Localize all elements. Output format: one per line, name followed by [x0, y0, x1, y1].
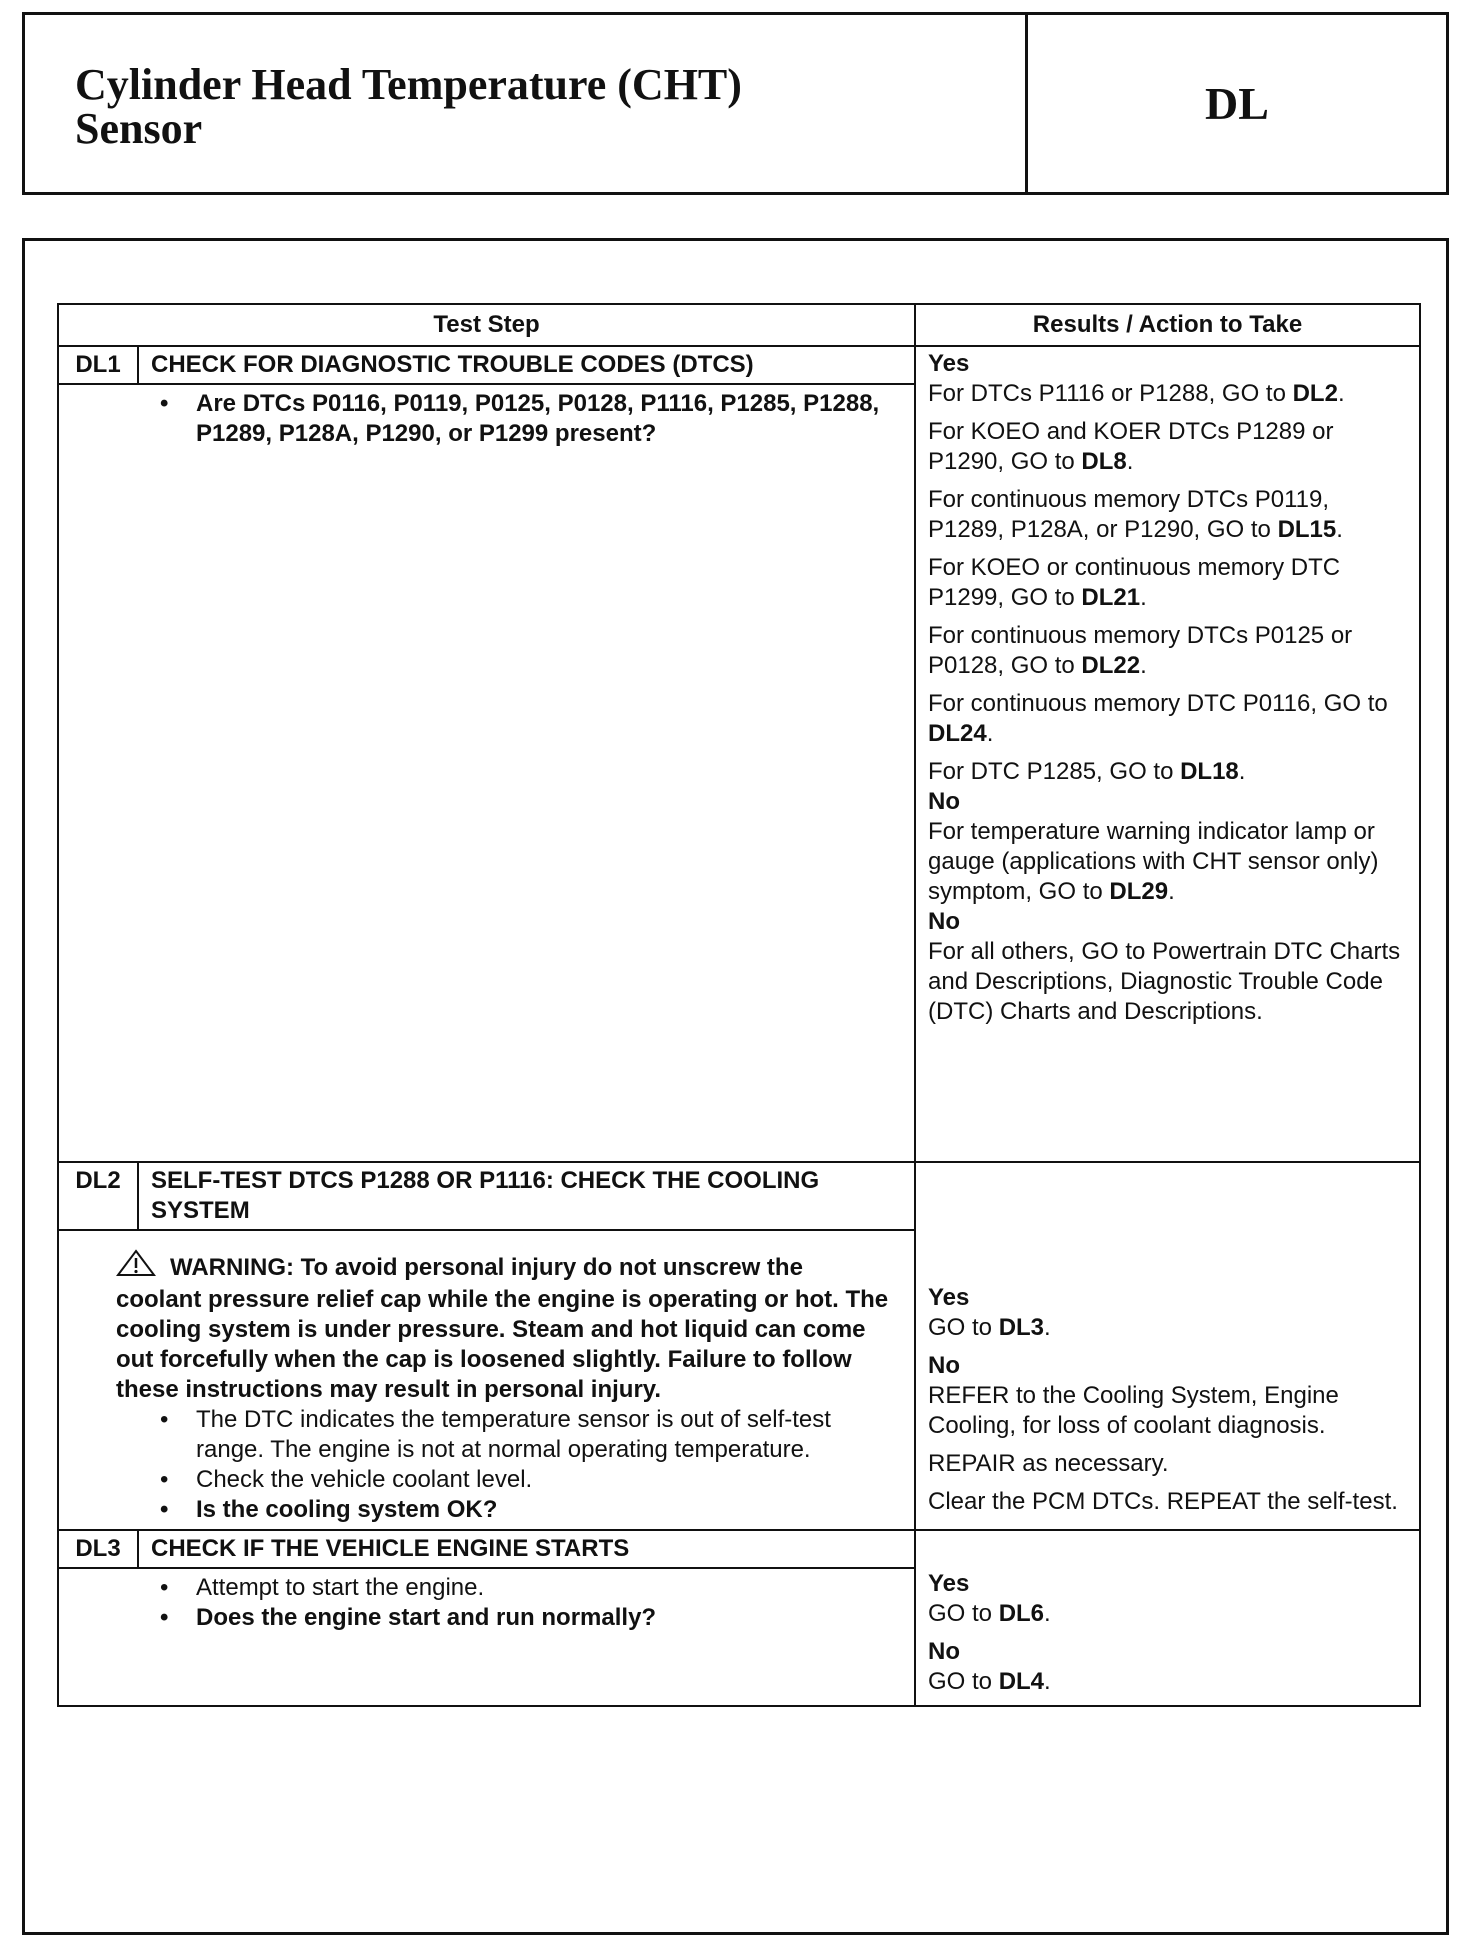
result-text: For KOEO or continuous memory DTC P1299, GO to — [928, 554, 1341, 611]
step-dl3-title-row — [58, 1530, 1420, 1568]
step-title: CHECK FOR DIAGNOSTIC TROUBLE CODES (DTCS) — [138, 346, 915, 384]
step-body — [58, 1568, 915, 1706]
col-test-step: Test Step — [58, 304, 915, 346]
goto-dl24-link[interactable]: DL24 — [928, 720, 987, 747]
yes-label: Yes — [928, 350, 970, 377]
result-text: For DTCs P1116 or P1288, GO to — [928, 380, 1293, 407]
goto-dl21-link[interactable]: DL21 — [1081, 584, 1141, 611]
step-bullet: • The DTC indicates the temperature sensor is out of self-test range. The engine is not at normal operating temperature. — [154, 1405, 894, 1465]
step-bullet: • Attempt to start the engine. — [154, 1573, 894, 1603]
goto-dl3-link[interactable]: DL3 — [998, 1314, 1045, 1341]
no-label: No — [928, 1638, 960, 1665]
yes-label: Yes — [928, 1284, 970, 1311]
step-body — [58, 1230, 915, 1530]
result-text: GO to — [928, 1314, 999, 1341]
step-id: DL1 — [58, 346, 138, 384]
col-results: Results / Action to Take — [915, 304, 1420, 346]
step-title: CHECK IF THE VEHICLE ENGINE STARTS — [138, 1530, 915, 1568]
goto-dl4-link[interactable]: DL4 — [998, 1668, 1045, 1695]
page-header — [22, 12, 1449, 195]
test-step-table — [57, 303, 1421, 1707]
goto-dl18-link[interactable]: DL18 — [1180, 758, 1239, 785]
result-text: GO to — [928, 1668, 999, 1695]
page-title-line1: Cylinder Head Temperature (CHT) — [75, 60, 742, 109]
no-label: No — [928, 908, 960, 935]
yes-label: Yes — [928, 1570, 970, 1597]
step-dl1-title-row — [58, 346, 1420, 384]
goto-dl22-link[interactable]: DL22 — [1081, 652, 1141, 679]
step-title: SELF-TEST DTCS P1288 OR P1116: CHECK THE COOLING SYSTEM — [138, 1162, 915, 1230]
no-label: No — [928, 1352, 960, 1379]
result-text: For temperature warning indicator lamp or gauge (applications with CHT sensor only) symptom, GO to — [928, 818, 1379, 905]
no-label: No — [928, 788, 960, 815]
step-dl2-results: Yes GO to DL3. No REFER to the Cooling System, Engine Cooling, for loss of coolant diagnosis. REPAIR as necessary. Clear the PCM DTCs. REPEAT the self-test. — [915, 1162, 1420, 1530]
goto-dl29-link[interactable]: DL29 — [1109, 878, 1169, 905]
step-question: • Does the engine start and run normally? — [154, 1603, 894, 1633]
goto-dl15-link[interactable]: DL15 — [1277, 516, 1337, 543]
section-code: DL — [1205, 78, 1269, 129]
table-header-row — [58, 304, 1420, 346]
result-text: GO to — [928, 1600, 999, 1627]
warning-block — [116, 1249, 894, 1405]
warning-text: WARNING: To avoid personal injury do not unscrew the coolant pressure relief cap while the engine is operating or hot. The cooling system is under pressure. Steam and hot liquid can come out forcefully when the cap is loosened slightly. Failure to follow these instructions may result in personal injury. — [116, 1254, 889, 1403]
result-text: For continuous memory DTCs P0119, P1289, P128A, or P1290, GO to — [928, 486, 1330, 543]
step-dl2-title-row — [58, 1162, 1420, 1230]
step-body — [58, 384, 915, 1162]
step-question: • Are DTCs P0116, P0119, P0125, P0128, P1116, P1285, P1288, P1289, P128A, P1290, or P1299 present? — [154, 389, 894, 449]
step-dl3-results: Yes GO to DL6. No GO to DL4. — [915, 1530, 1420, 1706]
result-text: For all others, GO to Powertrain DTC Charts and Descriptions, Diagnostic Trouble Code (DTC) Charts and Descriptions. — [928, 938, 1401, 1025]
goto-dl2-link[interactable]: DL2 — [1292, 380, 1338, 407]
result-text: For continuous memory DTCs P0125 or P0128, GO to — [928, 622, 1353, 679]
page-title — [75, 60, 742, 153]
result-text: REFER to the Cooling System, Engine Cooling, for loss of coolant diagnosis. — [928, 1382, 1339, 1439]
step-dl1-results: Yes For DTCs P1116 or P1288, GO to DL2. For KOEO and KOER DTCs P1289 or P1290, GO to DL8. For continuous memory DTCs P0119, P1289, P128A, or P1290, GO to DL15. For KOEO or continuous memory DTC P1299, GO to DL21. For continuous memory DTCs P0125 or P0128, GO to DL22. For continuous memory DTC P0116, GO to DL24. For DTC P1285, GO to DL18. No For temperature warning indicator lamp or gauge (applications with CHT sensor only) symptom, GO to DL29. No For all others, GO to Powertrain DTC Charts and Descriptions, Diagnostic Trouble Code (DTC) Charts and Descriptions. — [915, 346, 1420, 1162]
result-text: Clear the PCM DTCs. REPEAT the self-test. — [928, 1488, 1398, 1515]
result-text: For KOEO and KOER DTCs P1289 or P1290, GO to — [928, 418, 1334, 475]
result-text: For continuous memory DTC P0116, GO to — [928, 690, 1388, 717]
step-bullet: • Check the vehicle coolant level. — [154, 1465, 894, 1495]
step-id: DL2 — [58, 1162, 138, 1230]
warning-triangle-icon — [116, 1249, 156, 1285]
goto-dl6-link[interactable]: DL6 — [998, 1600, 1045, 1627]
step-id: DL3 — [58, 1530, 138, 1568]
result-text: For DTC P1285, GO to — [928, 758, 1181, 785]
result-text: REPAIR as necessary. — [928, 1450, 1169, 1477]
goto-dl8-link[interactable]: DL8 — [1081, 448, 1127, 475]
page-title-line2: Sensor — [75, 104, 203, 153]
step-question: • Is the cooling system OK? — [154, 1495, 894, 1525]
